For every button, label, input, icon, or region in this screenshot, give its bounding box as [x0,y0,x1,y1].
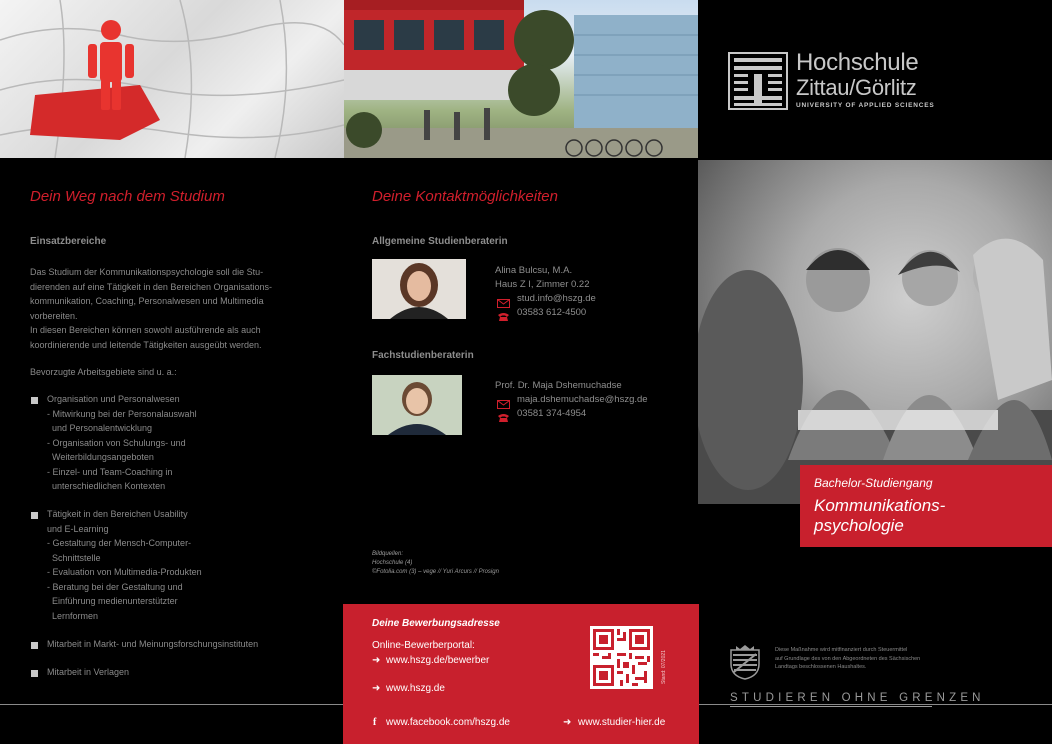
logo-line2: Zittau/Görlitz [796,75,917,100]
group-item: Schnittstelle [47,552,101,563]
contact-phone: 03583 612-4500 [517,307,587,318]
list-item [47,507,307,623]
contact-role: Fachstudienberaterin [372,350,474,361]
contact-room: Haus Z I, Zimmer 0.22 [495,279,590,290]
stand-note: Stand: 07/2021 [661,650,667,684]
fold-line [699,704,1052,705]
image-credits [372,550,499,577]
credit-line: Hochschule (4) [372,560,413,566]
group-item: Weiterbildungsangeboten [47,452,154,462]
contact-email[interactable]: stud.info@hszg.de [517,293,596,304]
intro-line: dierenden auf eine Tätigkeit in den Bereichen Organisations- [30,281,272,292]
group-item: Lernformen [47,610,99,621]
left-title: Dein Weg nach dem Studium [30,188,225,205]
site-link[interactable]: www.hszg.de [386,683,445,694]
group-head: Organisation und Personalwesen [47,394,180,404]
credit-line: Bildquellen: [372,551,404,557]
link-arrow-icon: ➜ [372,683,381,694]
credit-line: ©Fotolia.com (3) – vege // Yuri Arcurs // Prosign [372,569,499,575]
group-item: und Personalentwicklung [47,423,153,433]
section-head: Einsatzbereiche [30,236,107,247]
slogan-underline [730,706,932,707]
intro-line: kommunikation, Coaching, Personalwesen und Multimedia [30,296,264,306]
group-head: und E-Learning [47,523,109,534]
list-item: Mitarbeit in Verlagen [47,667,130,677]
portal-link[interactable]: www.hszg.de/bewerber [386,655,490,666]
list-item [47,392,307,494]
intro-line: Das Studium der Kommunikationspsychologie soll die Stu- [30,267,264,277]
funding-note [775,646,965,672]
campus-photo [344,0,698,158]
funding-line: Landtags beschlossenen Haushaltes. [775,664,867,670]
course-box [800,465,1052,547]
slogan: STUDIEREN OHNE GRENZEN [730,692,985,704]
contact-phone: 03581 374-4954 [517,408,587,419]
logo-line1: Hochschule [796,49,919,76]
phone-icon [497,309,510,327]
application-title: Deine Bewerbungsadresse [372,618,500,629]
group-item: - Evaluation von Multimedia-Produkten [47,567,202,577]
hochschule-logo-icon [728,52,788,110]
funding-line: auf Grundlage des von den Abgeordneten des Sächsischen [775,655,921,662]
contact-name: Prof. Dr. Maja Dshemuchadse [495,380,622,391]
course-name-1: Kommunikations- [814,496,946,515]
portal-label: Online-Bewerberportal: [372,640,475,651]
bullet-square [31,512,38,519]
preferred-areas-label: Bevorzugte Arbeitsgebiete sind u. a.: [30,367,177,377]
group-item: - Gestaltung der Mensch-Computer- [47,538,192,548]
contact-email[interactable]: maja.dshemuchadse@hszg.de [517,394,648,405]
logo-line3: UNIVERSITY OF APPLIED SCIENCES [796,102,935,109]
phone-icon [497,410,510,428]
contact-photo [372,259,466,319]
contact-photo [372,375,462,435]
contact-role: Allgemeine Studienberaterin [372,236,508,247]
link-arrow-icon: ➜ [563,717,572,728]
course-name-2: psychologie [814,516,904,535]
bullet-square [31,670,38,677]
group-item: unterschiedlichen Kontexten [47,481,166,491]
bullet-square [31,642,38,649]
link-arrow-icon: ➜ [372,655,381,666]
list-item: Mitarbeit in Markt- und Meinungsforschungsinstituten [47,639,259,649]
group-item: - Einzel- und Team-Coaching in [47,466,173,477]
facebook-icon: f [373,717,377,728]
group-item: Einführung medienunterstützter [47,596,178,606]
coat-of-arms-icon [728,642,762,680]
intro-line: In diesen Bereichen können sowohl ausführende als auch [30,325,261,335]
middle-title: Deine Kontaktmöglichkeiten [372,188,558,205]
intro-text [30,265,320,352]
funding-line: Diese Maßnahme wird mitfinanziert durch Steuermittel [775,647,908,653]
students-photo [698,160,1052,504]
group-item: - Mitwirkung bei der Personalauswahl [47,408,197,419]
puzzle-photo [0,0,344,158]
fold-line [0,704,343,705]
studier-link[interactable]: www.studier-hier.de [578,717,666,728]
group-item: - Beratung bei der Gestaltung und [47,581,183,592]
intro-line: vorbereiten. [30,310,78,321]
qr-code-icon[interactable] [590,626,653,689]
group-head: Tätigkeit in den Bereichen Usability [47,509,188,519]
course-type: Bachelor-Studiengang [814,476,933,490]
intro-line: koordinierende und leitende Tätigkeiten ausgeübt werden. [30,339,262,350]
group-item: - Organisation von Schulungs- und [47,437,186,448]
bullet-square [31,397,38,404]
contact-name: Alina Bulcsu, M.A. [495,265,573,276]
facebook-link[interactable]: www.facebook.com/hszg.de [386,717,510,728]
